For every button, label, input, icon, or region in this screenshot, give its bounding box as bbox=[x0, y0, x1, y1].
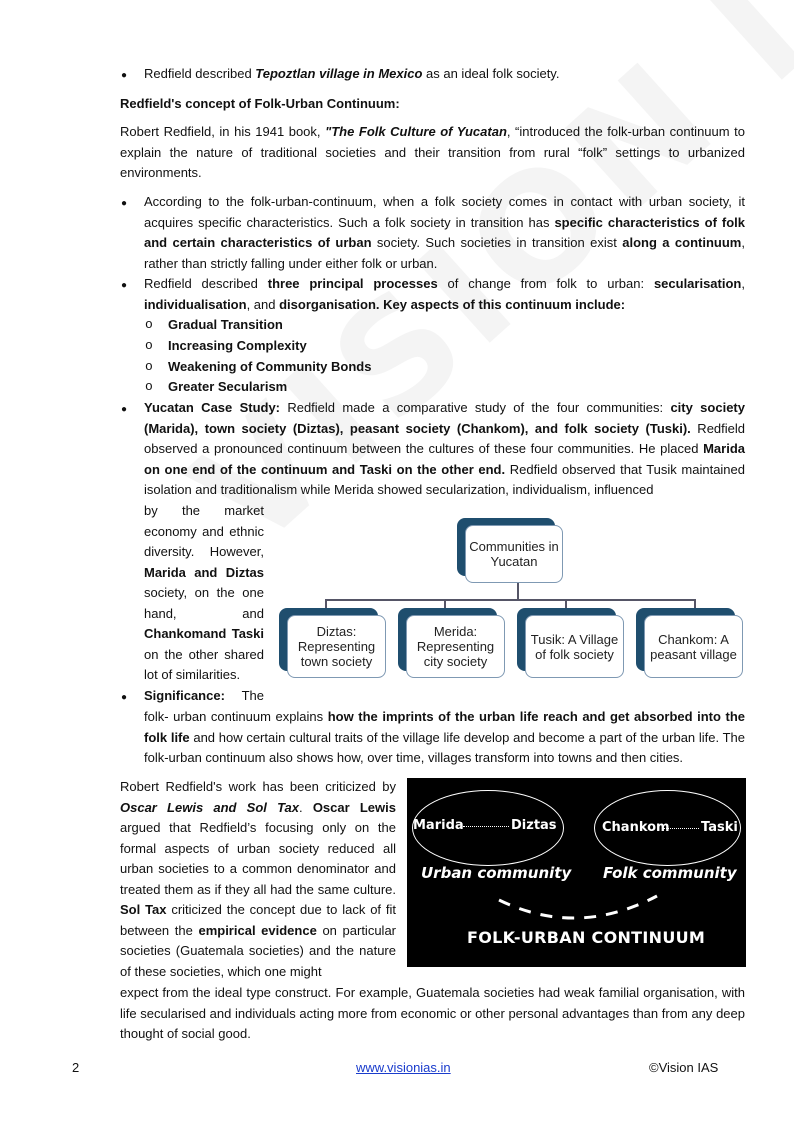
bold-text: Marida on one end of the continuum and Taski on the other end. bbox=[144, 441, 745, 477]
text: Redfield observed a pronounced continuum between the cultures of these four communities. He placed bbox=[144, 420, 745, 456]
bold-text: along a continuum bbox=[622, 235, 742, 250]
sub-bullet-icon: o bbox=[145, 379, 153, 394]
text: Redfield observed that Tusik maintained isolation and traditionalism while Merida showed secularization, individualism, influenced bbox=[144, 461, 745, 497]
bold-text: how the imprints of the urban life reach and get absorbed into the folk life bbox=[144, 709, 745, 745]
bullet-icon: ● bbox=[121, 280, 128, 291]
sub-item: Greater Secularism bbox=[168, 379, 288, 394]
significance-bullet bbox=[144, 707, 745, 769]
chart-child-node bbox=[525, 615, 624, 678]
chart-child-node bbox=[406, 615, 505, 678]
text: as an ideal folk society. bbox=[422, 66, 560, 81]
chart-child-label: Diztas: Representing town society bbox=[297, 624, 376, 669]
intro-bullet bbox=[144, 64, 744, 85]
urban-caption: Urban community bbox=[421, 864, 572, 882]
diztas-label: Diztas bbox=[511, 818, 557, 833]
text: society. Such societies in transition exist bbox=[371, 235, 623, 250]
chart-connector bbox=[325, 599, 695, 601]
bullet-icon: ● bbox=[121, 692, 128, 703]
text: of change from folk to urban: bbox=[437, 276, 654, 291]
sub-bullet-icon: o bbox=[145, 338, 153, 353]
bold-label: Yucatan Case Study: bbox=[144, 400, 281, 415]
text: , bbox=[741, 276, 745, 291]
bold-text: secularisation bbox=[653, 276, 742, 291]
sub-bullet-icon: o bbox=[145, 317, 153, 332]
text: Robert Redfield, in his 1941 book, bbox=[120, 124, 326, 139]
bold-text: Oscar Lewis and Sol Tax bbox=[120, 799, 299, 815]
bold-text: individualisation bbox=[144, 296, 247, 312]
bold-text: Marida and Diztas bbox=[144, 564, 264, 580]
chankom-label: Chankom bbox=[602, 820, 670, 835]
bullet-icon: ● bbox=[121, 404, 128, 415]
chart-child-label: Merida: Representing city society bbox=[416, 624, 495, 669]
yucatan-bullet bbox=[144, 398, 745, 501]
critique-paragraph bbox=[120, 777, 396, 982]
chart-child-node bbox=[287, 615, 386, 678]
chart-root-node bbox=[465, 525, 563, 583]
chart-root-label: Communities in Yucatan bbox=[469, 539, 559, 569]
bold-text: three principal processes bbox=[267, 276, 438, 291]
critique-paragraph-cont bbox=[120, 983, 745, 1045]
bold-text: city society (Marida), town society (Diztas), peasant society (Chankom), and folk society (Tuski). bbox=[144, 400, 745, 436]
text: Redfield made a comparative study of the four communities: bbox=[280, 400, 671, 415]
text: by the market economy and ethnic diversity. However, bbox=[144, 503, 264, 559]
text: Redfield described bbox=[144, 276, 268, 291]
sub-item: Increasing Complexity bbox=[168, 338, 307, 353]
marida-label: Marida bbox=[413, 818, 464, 833]
text: According to the folk-urban-continuum, when a folk society comes in contact with urban society, it acquires specific characteristics. Such a folk society in transition has bbox=[144, 194, 745, 230]
text: argued that Redfield’s focusing only on the formal aspects of urban society reduced all urban societies to a common denominator and treated them as if they all had the same culture. bbox=[120, 820, 396, 897]
text: criticized the concept due to lack of fit between the bbox=[120, 902, 396, 938]
chart-connector bbox=[694, 599, 696, 616]
taski-label: Taski bbox=[701, 820, 738, 835]
chart-connector bbox=[565, 599, 567, 616]
bold-text: Oscar Lewis bbox=[312, 799, 396, 815]
text: The bbox=[241, 688, 264, 703]
folk-urban-diagram bbox=[407, 778, 746, 967]
sub-bullet-icon: o bbox=[145, 359, 153, 374]
continuum-title: FOLK-URBAN CONTINUUM bbox=[467, 928, 706, 947]
bold-text: specific characteristics of folk and certain characteristics of urban bbox=[144, 214, 745, 250]
chart-child-node bbox=[644, 615, 743, 678]
processes-bullet bbox=[144, 274, 745, 315]
text: Redfield described bbox=[144, 66, 256, 81]
emphasis: Tepoztlan village in Mexico bbox=[255, 66, 423, 81]
bold-label: Significance: bbox=[144, 688, 225, 703]
bullet-icon: ● bbox=[121, 198, 128, 209]
continuum-bullet bbox=[144, 192, 745, 274]
text: , and bbox=[246, 296, 280, 312]
text: , “introduced the folk-urban continuum to explain the nature of traditional societies and their transition from rural “folk” settings to urbanized environments. bbox=[120, 124, 745, 180]
chart-connector bbox=[517, 583, 519, 600]
text: on the other shared lot of similarities. bbox=[144, 646, 264, 682]
significance-label-line bbox=[144, 686, 294, 707]
text: on particular societies (Guatemala societies) and the nature of these societies, which one might bbox=[120, 922, 396, 979]
bold-text: Sol Tax bbox=[120, 902, 167, 917]
section-heading: Redfield's concept of Folk-Urban Continuum: bbox=[120, 96, 400, 111]
sub-item: Gradual Transition bbox=[168, 317, 283, 332]
bold-text: disorganisation. Key aspects of this continuum include: bbox=[279, 296, 626, 312]
bullet-icon: ● bbox=[121, 70, 128, 81]
text: . bbox=[299, 799, 313, 815]
page-number: 2 bbox=[72, 1060, 80, 1075]
bold-text: Chankomand Taski bbox=[144, 626, 264, 641]
text: and how certain cultural traits of the village life develop and become a part of the urban life. The folk-urban continuum also shows how, over time, villages transform into towns and then cities. bbox=[144, 729, 746, 765]
chart-child-label: Tusik: A Village of folk society bbox=[530, 631, 619, 662]
yucatan-wrap-text bbox=[144, 501, 264, 686]
website-link[interactable]: www.visionias.in bbox=[356, 1060, 451, 1075]
text: folk- urban continuum explains bbox=[144, 709, 328, 724]
intro-paragraph bbox=[120, 122, 745, 184]
bold-text: empirical evidence bbox=[198, 922, 317, 938]
copyright: ©Vision IAS bbox=[649, 1060, 719, 1075]
folk-caption: Folk community bbox=[603, 864, 737, 882]
text: Robert Redfield's work has been criticized by bbox=[120, 779, 396, 794]
chart-connector bbox=[444, 599, 446, 616]
book-title: "The Folk Culture of Yucatan bbox=[325, 124, 507, 139]
chart-connector bbox=[325, 599, 327, 616]
text: , rather than strictly falling under either folk or urban. bbox=[144, 235, 745, 271]
text: society, on the one hand, and bbox=[144, 585, 264, 621]
chart-child-label: Chankom: A peasant village bbox=[650, 631, 737, 662]
sub-item: Weakening of Community Bonds bbox=[168, 359, 372, 374]
text: expect from the ideal type construct. For example, Guatemala societies had weak familial organisation, with life secularised and individuals acting more from economic or other personal advantages than from any deep thought of social good. bbox=[120, 985, 745, 1041]
